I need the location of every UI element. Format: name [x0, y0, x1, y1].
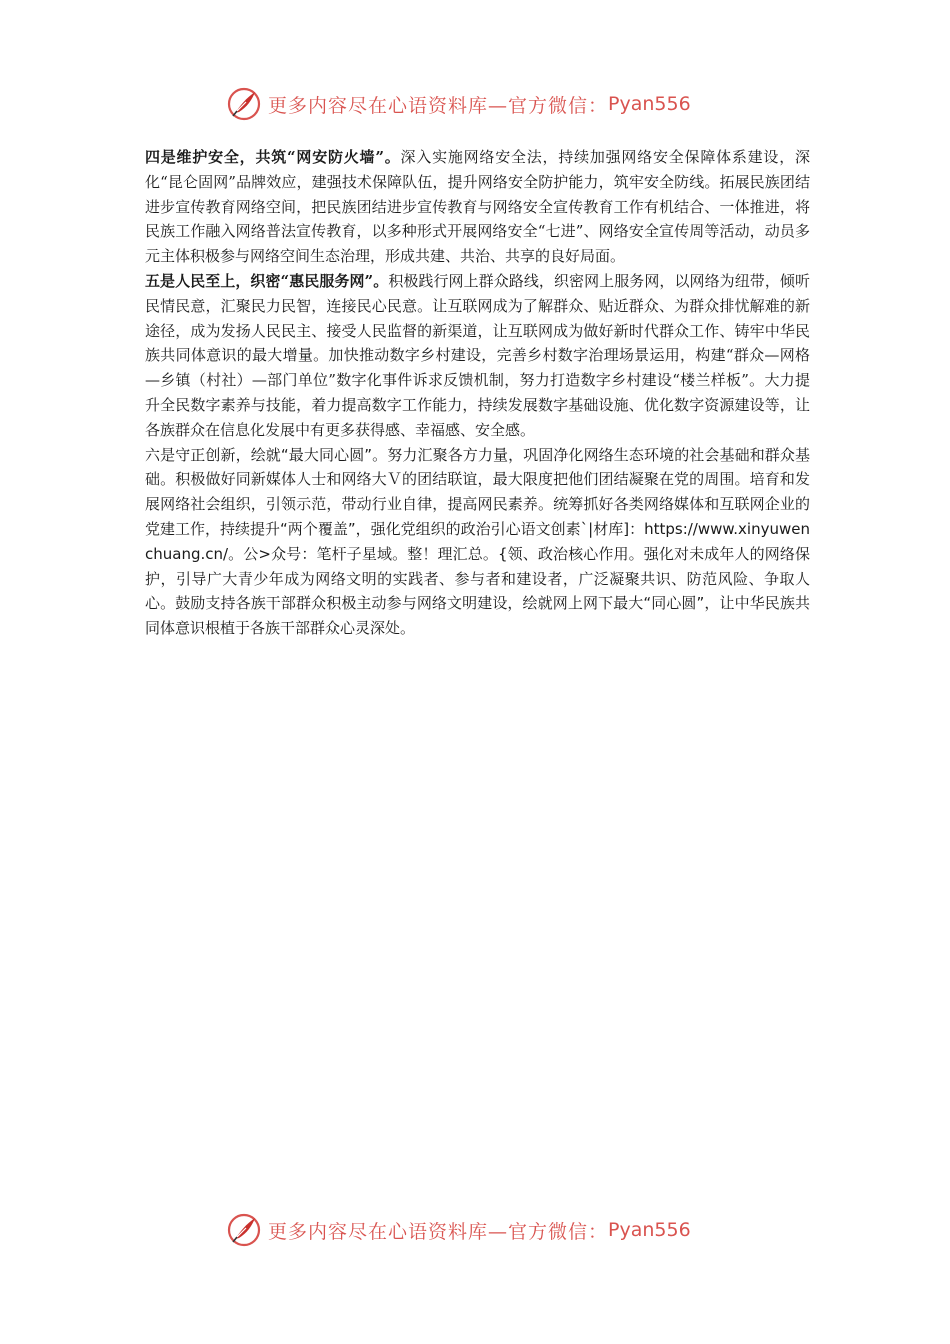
banner-wechat-id: Pyan556 [608, 1219, 691, 1241]
paragraph-six [145, 443, 810, 641]
paragraph-five [145, 269, 810, 443]
feather-logo-icon [226, 1212, 262, 1248]
article-body [145, 145, 810, 641]
paragraph-lead: 五是人民至上，织密“惠民服务网”。 [145, 271, 389, 290]
paragraph-four [145, 145, 810, 269]
paragraph-text: 六是守正创新，绘就“最大同心圆”。努力汇聚各方力量，巩固净化网络生态环境的社会基础和群众基础。积极做好同新媒体人士和网络大Ｖ的团结联谊，最大限度把他们团结凝聚在党的周围。培育和发展网络社会组织，引领示范，带动行业自律，提高网民素养。统筹抓好各类网络媒体和互联网企业的党建工作，持续提升“两个覆盖”，强化党组织的政治引心语文创素`|材库]：https://www.xinyuwenchuang.cn/。公>众号：笔杆子星域。整！理汇总。{领、政治核心作用。强化对未成年人的网络保护，引导广大青少年成为网络文明的实践者、参与者和建设者，广泛凝聚共识、防范风险、争取人心。鼓励支持各族干部群众积极主动参与网络文明建设，绘就网上网下最大“同心圆”，让中华民族共同体意识根植于各族干部群众心灵深处。 [145, 445, 810, 638]
paragraph-lead: 四是维护安全，共筑“网安防火墙”。 [145, 148, 401, 166]
banner-text: 更多内容尽在心语资料库—官方微信： [268, 1220, 609, 1243]
header-banner [226, 84, 746, 124]
paragraph-text: 深入实施网络安全法，持续加强网络安全保障体系建设，深化“昆仑固网”品牌效应，建强技术保障队伍，提升网络安全防护能力，筑牢安全防线。拓展民族团结进步宣传教育网络空间，把民族团结进步宣传教育与网络安全宣传教育工作有机结合、一体推进，将民族工作融入网络普法宣传教育，以多种形式开展网络安全“七进”、网络安全宣传周等活动，动员多元主体积极参与网络空间生态治理，形成共建、共治、共享的良好局面。 [145, 148, 810, 266]
paragraph-text: 积极践行网上群众路线，织密网上服务网，以网络为纽带，倾听民情民意，汇聚民力民智，连接民心民意。让互联网成为了解群众、贴近群众、为群众排忧解难的新途径，成为发扬人民民主、接受人民监督的新渠道，让互联网成为做好新时代群众工作、铸牢中华民族共同体意识的最大增量。加快推动数字乡村建设，完善乡村数字治理场景运用，构建“群众—网格—乡镇（村社）—部门单位”数字化事件诉求反馈机制，努力打造数字乡村建设“楼兰样板”。大力提升全民数字素养与技能，着力提高数字工作能力，持续发展数字基础设施、优化数字资源建设等，让各族群众在信息化发展中有更多获得感、幸福感、安全感。 [145, 271, 810, 439]
footer-banner [226, 1210, 746, 1250]
banner-wechat-id: Pyan556 [608, 93, 691, 115]
feather-logo-icon [226, 86, 262, 122]
banner-text: 更多内容尽在心语资料库—官方微信： [268, 94, 609, 117]
